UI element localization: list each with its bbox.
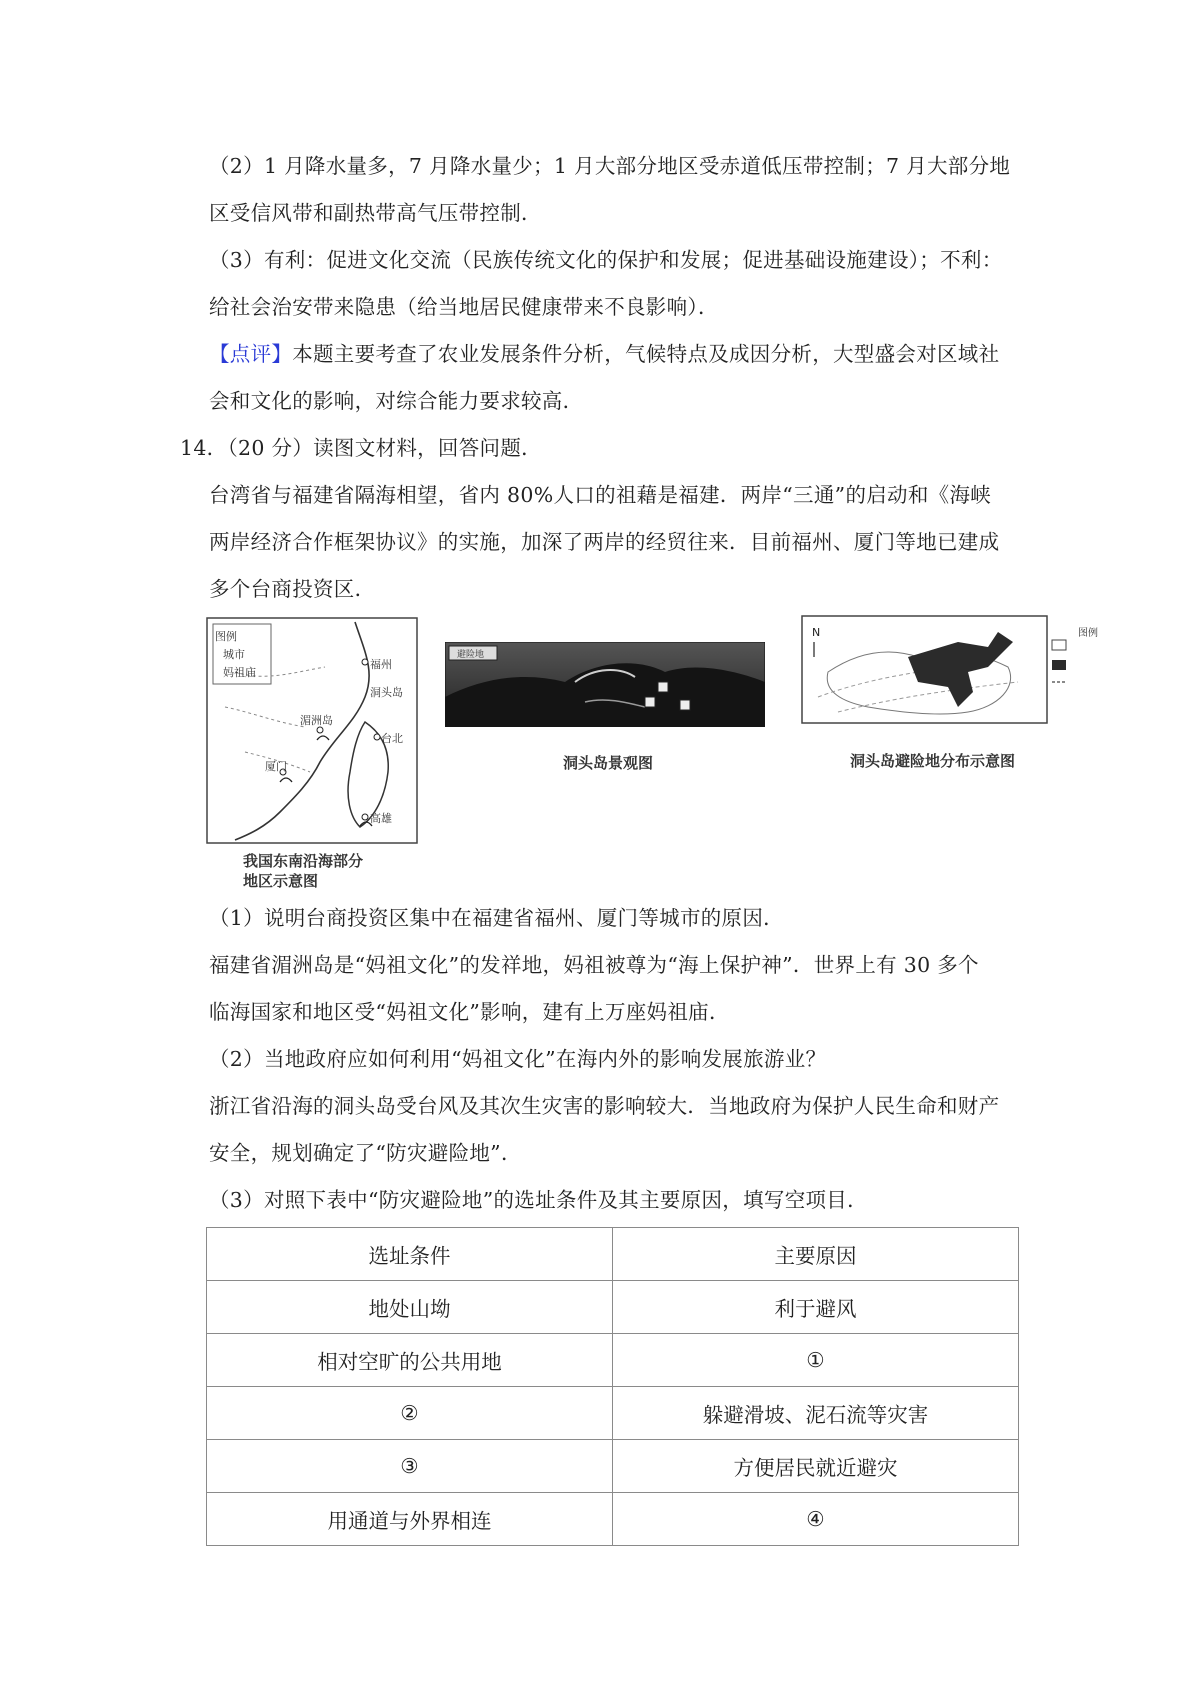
shelter-conditions-table — [206, 1227, 1019, 1546]
material-1-line-1: 台湾省与福建省隔海相望，省内 80%人口的祖藉是福建．两岸“三通”的启动和《海峡 — [209, 483, 992, 507]
answer-3-line-1: （3）有利：促进文化交流（民族传统文化的保护和发展；促进基础设施建设）；不利： — [209, 248, 1003, 272]
table-row — [207, 1493, 1019, 1546]
material-2-line-2: 临海国家和地区受“妈祖文化”影响，建有上万座妈祖庙． — [209, 1000, 730, 1024]
map1-label-meizhou-city: 湄洲岛 — [300, 714, 333, 727]
map1-caption-line-1: 我国东南沿海部分 — [243, 852, 364, 870]
table-row — [207, 1387, 1019, 1440]
map1-legend-city: 城市 — [223, 648, 245, 661]
figures-row — [205, 612, 1200, 912]
dongtou-shelter-map-drawing — [798, 612, 1198, 727]
table-cell: 用通道与外界相连 — [207, 1493, 613, 1546]
table-row — [207, 1281, 1019, 1334]
map1-label-xiamen: 厦门 — [265, 760, 287, 773]
map2-caption: 洞头岛景观图 — [563, 754, 654, 772]
map3-legend-title: 图例 — [1078, 628, 1098, 639]
material-3-line-2: 安全，规划确定了“防灾避险地”． — [209, 1141, 522, 1165]
comment-label: 【点评】 — [209, 342, 293, 366]
material-3-line-1: 浙江省沿海的洞头岛受台风及其次生灾害的影响较大．当地政府为保护人民生命和财产 — [209, 1094, 1000, 1118]
comment-line-2: 会和文化的影响，对综合能力要求较高． — [209, 389, 584, 413]
material-1-line-2: 两岸经济合作框架协议》的实施，加深了两岸的经贸往来．目前福州、厦门等地已建成 — [209, 530, 1000, 554]
table-header-row — [207, 1228, 1019, 1281]
map3-caption: 洞头岛避险地分布示意图 — [850, 752, 1016, 770]
table-header-cell: 主要原因 — [613, 1228, 1019, 1281]
table-cell: ② — [207, 1387, 613, 1440]
map1-label-fuzhou: 福州 — [370, 658, 392, 671]
table-row — [207, 1440, 1019, 1493]
table-cell: 地处山坳 — [207, 1281, 613, 1334]
table-cell: 相对空旷的公共用地 — [207, 1334, 613, 1387]
dongtou-shelter-map — [798, 612, 1198, 782]
table-cell: ③ — [207, 1440, 613, 1493]
question-1: （1）说明台商投资区集中在福建省福州、厦门等城市的原因． — [209, 906, 784, 930]
table-header-cell: 选址条件 — [207, 1228, 613, 1281]
answer-2-line-1: （2）1 月降水量多，7 月降水量少；1 月大部分地区受赤道低压带控制；7 月大部分地 — [209, 154, 1011, 178]
dongtou-landscape-photo — [445, 642, 765, 727]
southeast-coast-map — [205, 612, 420, 890]
table-cell: ① — [613, 1334, 1019, 1387]
table-cell: 躲避滑坡、泥石流等灾害 — [613, 1387, 1019, 1440]
map1-legend-title: 图例 — [215, 630, 237, 643]
question-3: （3）对照下表中“防灾避险地”的选址条件及其主要原因，填写空项目． — [209, 1188, 868, 1212]
table-row — [207, 1334, 1019, 1387]
comment-line-1 — [209, 331, 1015, 378]
map2-tag: 避险地 — [457, 650, 485, 660]
map1-caption-line-2: 地区示意图 — [243, 872, 319, 890]
map1-label-gaoxiong: 高雄 — [370, 812, 392, 825]
question-14-header: 14．（20 分）读图文材料，回答问题． — [180, 436, 542, 460]
material-1-line-3: 多个台商投资区． — [209, 577, 376, 601]
map3-north: N — [812, 626, 821, 639]
question-2: （2）当地政府应如何利用“妈祖文化”在海内外的影响发展旅游业？ — [209, 1047, 827, 1071]
table-cell: ④ — [613, 1493, 1019, 1546]
table-cell: 方便居民就近避灾 — [613, 1440, 1019, 1493]
map1-label-dongtou: 洞头岛 — [370, 686, 403, 699]
dongtou-landscape-figure — [445, 642, 770, 782]
comment-text: 本题主要考查了农业发展条件分析，气候特点及成因分析，大型盛会对区域社 — [292, 342, 1000, 366]
material-2-line-1: 福建省湄洲岛是“妈祖文化”的发祥地，妈祖被尊为“海上保护神”．世界上有 30 多个 — [209, 953, 979, 977]
answer-3-line-2: 给社会治安带来隐患（给当地居民健康带来不良影响）． — [209, 295, 719, 319]
table-cell: 利于避风 — [613, 1281, 1019, 1334]
map1-label-taipei: 台北 — [381, 732, 403, 745]
map1-legend-temple: 妈祖庙 — [223, 666, 256, 679]
answer-2-line-2: 区受信风带和副热带高气压带控制． — [209, 201, 542, 225]
